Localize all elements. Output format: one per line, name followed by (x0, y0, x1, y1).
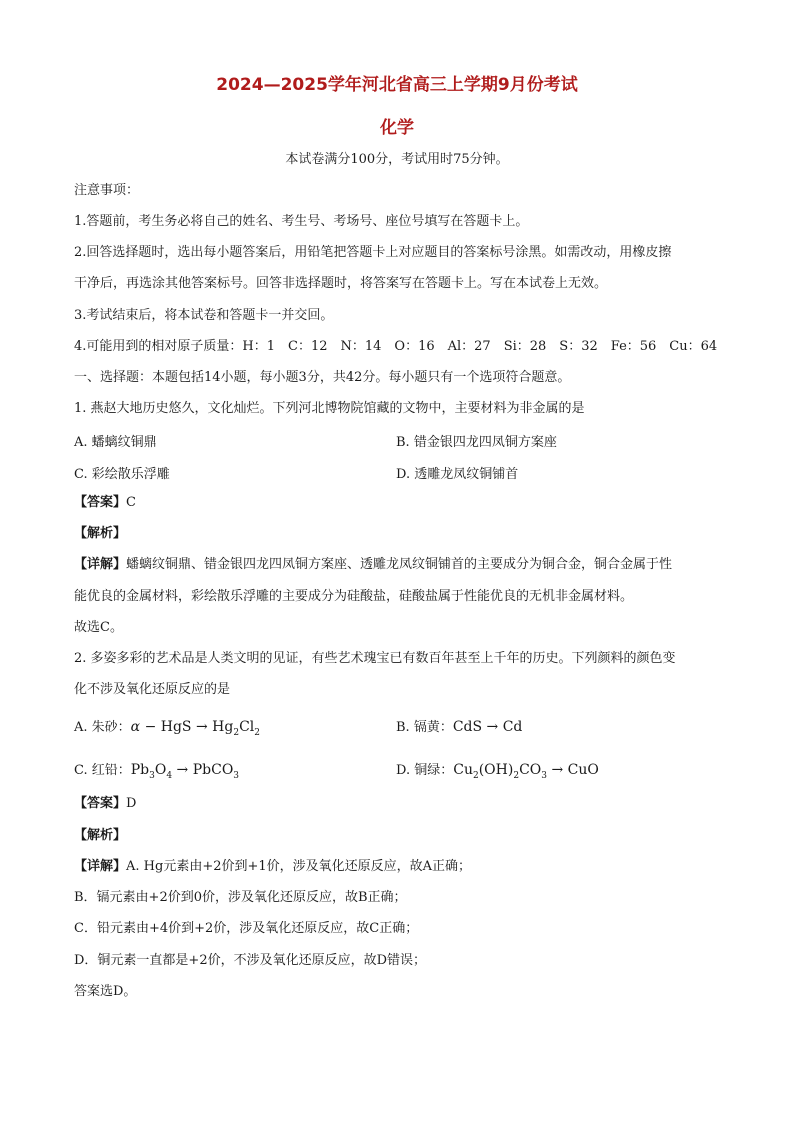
answer-value: C (126, 495, 136, 510)
q2-stem-1: 2. 多姿多彩的艺术品是人类文明的见证，有些艺术瑰宝已有数百年甚至上千年的历史。下列颜料的颜色变 (74, 651, 676, 666)
note-item: 1.答题前，考生务必将自己的姓名、考生号、考场号、座位号填写在答题卡上。 (74, 214, 529, 229)
q2-detail-c: C．铅元素由+4价到+2价，涉及氧化还原反应，故C正确； (74, 921, 419, 936)
q2-option-c: C. 红铅：$Pb_3O_4$ → PbCO$_3$ (74, 762, 240, 781)
q2-option-b: B. 镉黄：CdS → Cd (396, 719, 523, 735)
notes-heading: 注意事项： (74, 183, 140, 198)
formula-cds-to-cd: CdS → Cd (452, 719, 523, 735)
q2-stem-2: 化不涉及氧化还原反应的是 (74, 682, 231, 697)
q1-option-c: C. 彩绘散乐浮雕 (74, 467, 170, 482)
formula-pb3o4-to-pbco3: $Pb_3O_4$ → PbCO$_3$ (130, 762, 240, 781)
q1-option-a: A. 蟠螭纹铜鼎 (74, 435, 157, 450)
q1-conclusion: 故选C。 (74, 620, 123, 635)
answer-label: 【答案】 (74, 495, 127, 510)
note-item: 3.考试结束后，将本试卷和答题卡一并交回。 (74, 308, 334, 323)
exam-title: 2024—2025学年河北省高三上学期9月份考试 (216, 75, 578, 95)
q2-detail-a: 【详解】A. Hg元素由+2价到+1价，涉及氧化还原反应，故A正确； (74, 859, 472, 874)
q2-option-a: A. 朱砂：α − HgS → $Hg_2Cl_2$ (74, 719, 260, 738)
q1-answer (74, 494, 724, 512)
q1-detail-1: 【详解】蟠螭纹铜鼎、错金银四龙四凤铜方案座、透雕龙凤纹铜铺首的主要成分为铜合金，铜合金属于性 (74, 557, 673, 572)
q1-option-b: B. 错金银四龙四凤铜方案座 (396, 435, 557, 450)
q1-stem: 1. 燕赵大地历史悠久，文化灿烂。下列河北博物院馆藏的文物中，主要材料为非金属的是 (74, 401, 585, 416)
q2-detail-d: D．铜元素一直都是+2价，不涉及氧化还原反应，故D错误； (74, 953, 427, 968)
formula-hgs-to-hg2cl2: α − HgS → $Hg_2Cl_2$ (130, 719, 260, 738)
detail-label: 【详解】 (74, 557, 127, 572)
detail-label: 【详解】 (74, 859, 127, 874)
q2-detail-b: B．镉元素由+2价到0价，涉及氧化还原反应，故B正确； (74, 890, 407, 905)
answer-label: 【答案】 (74, 796, 127, 811)
q2-conclusion: 答案选D。 (74, 984, 137, 999)
q1-option-d: D. 透雕龙凤纹铜铺首 (396, 467, 519, 482)
q1-detail-2: 能优良的金属材料，彩绘散乐浮雕的主要成分为硅酸盐，硅酸盐属于性能优良的无机非金属材料。 (74, 589, 634, 604)
section-heading: 一、选择题：本题包括14小题，每小题3分，共42分。每小题只有一个选项符合题意。 (74, 370, 571, 385)
exam-subject: 化学 (380, 118, 414, 138)
note-item-atomic-masses: 4.可能用到的相对原子质量：H：1 C：12 N：14 O：16 Al：27 Si：28 S：32 Fe：56 Cu：64 (74, 339, 718, 354)
formula-cu2oh2co3-to-cuo: $Cu_2(OH)_2CO_3$ → CuO (453, 762, 599, 781)
q2-answer (74, 795, 724, 813)
answer-value: D (126, 796, 137, 811)
q2-analysis-label: 【解析】 (74, 828, 127, 843)
note-item: 干净后，再选涂其他答案标号。回答非选择题时，将答案写在答题卡上。写在本试卷上无效。 (74, 276, 608, 291)
q1-analysis-label: 【解析】 (74, 526, 127, 541)
note-item: 2.回答选择题时，选出每小题答案后，用铅笔把答题卡上对应题目的答案标号涂黑。如需改动，用橡皮擦 (74, 245, 672, 260)
q2-option-d: D. 铜绿：$Cu_2(OH)_2CO_3$ → CuO (396, 762, 599, 781)
exam-meta: 本试卷满分100分，考试用时75分钟。 (285, 152, 509, 167)
